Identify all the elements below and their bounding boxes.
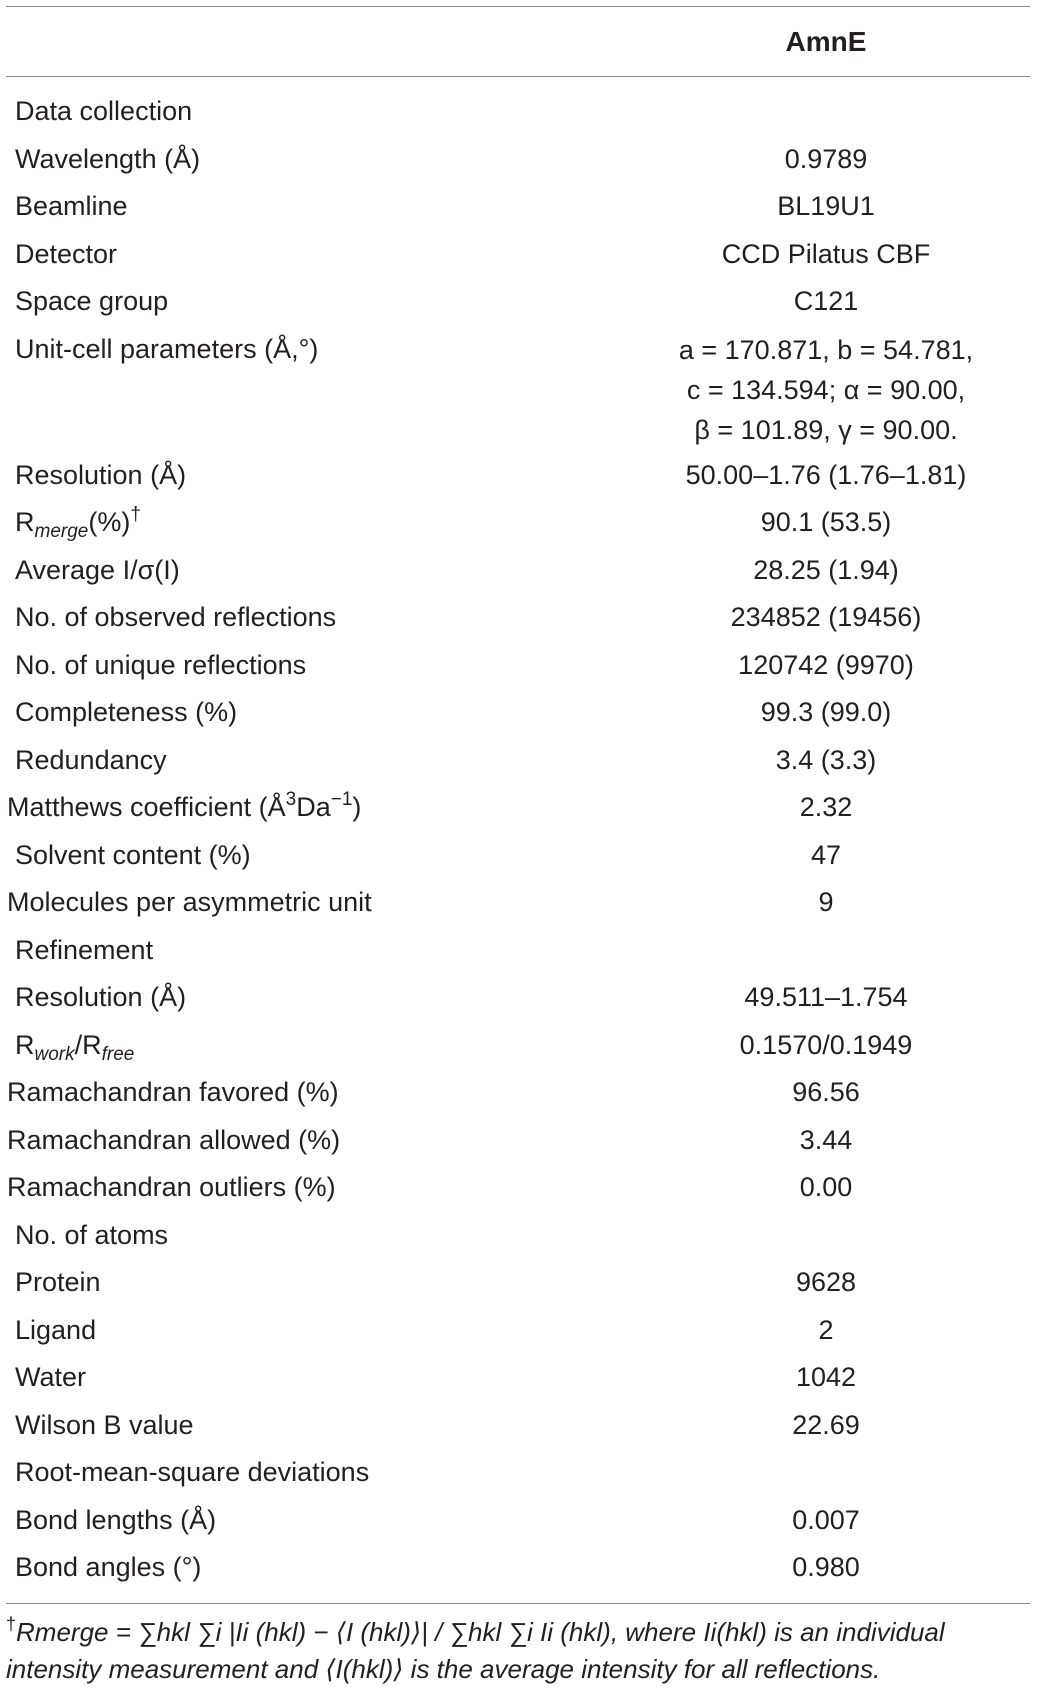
row-value: 0.980 xyxy=(792,1552,860,1582)
label-rest: /R xyxy=(74,1029,102,1060)
label-end: ) xyxy=(352,792,362,822)
table-row xyxy=(0,183,1040,231)
label-superscript: −1 xyxy=(330,789,353,810)
row-value: 1042 xyxy=(795,1362,857,1392)
table-row xyxy=(0,927,1040,975)
table-row xyxy=(0,879,1040,927)
table-row xyxy=(0,974,1040,1022)
table-footnote xyxy=(6,1614,1036,1688)
row-value: C121 xyxy=(793,286,859,316)
row-label xyxy=(7,784,361,832)
row-value: BL19U1 xyxy=(777,191,875,221)
row-label: Molecules per asymmetric unit xyxy=(7,887,372,917)
row-label: Detector xyxy=(15,238,118,269)
table-top-rule xyxy=(6,6,1030,7)
row-label: Wilson B value xyxy=(15,1409,194,1440)
table-row xyxy=(0,642,1040,690)
label-base: R xyxy=(15,1029,35,1060)
label-superscript: 3 xyxy=(285,789,297,810)
row-value: 3.4 (3.3) xyxy=(775,744,877,775)
average-i-sigma-label: Average I/σ(I) xyxy=(15,554,180,585)
row-label: Redundancy xyxy=(15,744,167,775)
table-header-rule xyxy=(6,76,1030,77)
table-header xyxy=(0,18,1040,68)
row-label xyxy=(15,547,180,595)
row-label: No. of unique reflections xyxy=(15,649,307,680)
table-body xyxy=(0,88,1040,1592)
table-row xyxy=(0,278,1040,326)
table-row xyxy=(0,452,1040,500)
table-row xyxy=(0,326,1040,452)
row-label: Water xyxy=(15,1362,87,1392)
table-row xyxy=(0,1544,1040,1592)
row-value: 22.69 xyxy=(792,1409,860,1440)
table-row xyxy=(0,1022,1040,1070)
value-line: a = 170.871, b = 54.781, xyxy=(678,334,974,365)
dagger-mark: † xyxy=(6,1614,17,1634)
row-label: Resolution (Å) xyxy=(15,459,187,490)
table-bottom-rule xyxy=(6,1603,1030,1604)
row-label: Beamline xyxy=(15,191,128,221)
table-row xyxy=(0,547,1040,595)
row-label: Root-mean-square deviations xyxy=(15,1457,370,1487)
row-label: Ramachandran favored (%) xyxy=(7,1077,339,1107)
row-label: Refinement xyxy=(15,934,154,965)
row-value: 90.1 (53.5) xyxy=(760,507,892,537)
row-label: Data collection xyxy=(15,96,193,126)
row-label: No. of observed reflections xyxy=(15,602,337,632)
label-base: R xyxy=(15,507,35,537)
table-row xyxy=(0,1259,1040,1307)
table-row xyxy=(0,1307,1040,1355)
row-value: CCD Pilatus CBF xyxy=(721,238,931,269)
table-row xyxy=(0,1449,1040,1497)
row-value: 99.3 (99.0) xyxy=(760,697,892,727)
row-label: Wavelength (Å) xyxy=(15,143,201,174)
row-label xyxy=(15,499,141,547)
row-value: 49.511–1.754 xyxy=(744,982,908,1012)
table-row xyxy=(0,1212,1040,1260)
row-value: 0.00 xyxy=(799,1172,853,1202)
row-label: Unit-cell parameters (Å,°) xyxy=(15,333,319,364)
row-value: 0.9789 xyxy=(784,143,868,174)
row-label: Protein xyxy=(15,1267,101,1297)
footnote-description: intensity measurement and ⟨I(hkl)⟩ is the average intensity for all reflections. xyxy=(6,1654,881,1684)
table-row xyxy=(0,499,1040,547)
row-value: 50.00–1.76 (1.76–1.81) xyxy=(685,459,967,490)
row-value: 0.007 xyxy=(792,1504,860,1535)
row-value: 234852 (19456) xyxy=(730,602,922,632)
table-row xyxy=(0,231,1040,279)
label-rest: Da xyxy=(296,792,331,822)
footnote-formula xyxy=(6,1614,1036,1651)
row-label: Completeness (%) xyxy=(15,697,238,727)
value-line: β = 101.89, γ = 90.00. xyxy=(694,414,958,445)
table-row xyxy=(0,689,1040,737)
row-label: Solvent content (%) xyxy=(15,839,251,870)
row-value: 120742 (9970) xyxy=(738,649,914,680)
table-row xyxy=(0,784,1040,832)
table-row xyxy=(0,594,1040,642)
row-value: 9 xyxy=(818,887,834,917)
table-row xyxy=(0,737,1040,785)
column-header-amne: AmnE xyxy=(785,26,867,57)
label-base: Matthews coefficient (Å xyxy=(7,792,286,822)
row-value: 3.44 xyxy=(799,1124,853,1155)
dagger-mark: † xyxy=(130,504,141,525)
row-label: Bond angles (°) xyxy=(15,1552,202,1582)
row-value: 28.25 (1.94) xyxy=(753,554,899,585)
table-row xyxy=(0,832,1040,880)
row-label: Ramachandran allowed (%) xyxy=(7,1124,341,1155)
label-subscript: merge xyxy=(34,521,89,542)
table-row xyxy=(0,88,1040,136)
row-value-multiline xyxy=(600,330,1040,450)
table-row xyxy=(0,136,1040,184)
table-row xyxy=(0,1497,1040,1545)
row-value: 96.56 xyxy=(792,1077,860,1107)
row-label xyxy=(15,1022,134,1070)
row-value: 2 xyxy=(818,1314,834,1345)
table-row xyxy=(0,1402,1040,1450)
row-value: 47 xyxy=(810,839,842,870)
row-label: No. of atoms xyxy=(15,1219,169,1250)
row-label: Ramachandran outliers (%) xyxy=(7,1172,336,1202)
row-value: 9628 xyxy=(795,1267,857,1297)
footnote-formula-text: Rmerge = ∑hkl ∑i |Ii (hkl) − ⟨I (hkl)⟩| / ∑hkl ∑i Ii (hkl), where Ii(hkl) is an individual xyxy=(16,1617,945,1647)
row-label: Space group xyxy=(15,286,169,316)
table-row xyxy=(0,1164,1040,1212)
row-label: Ligand xyxy=(15,1314,97,1345)
label-subscript: work xyxy=(34,1043,75,1065)
row-label: Bond lengths (Å) xyxy=(15,1504,217,1535)
row-value: 2.32 xyxy=(799,792,853,822)
value-line: c = 134.594; α = 90.00, xyxy=(686,374,966,405)
row-value: 0.1570/0.1949 xyxy=(739,1029,913,1060)
table-row xyxy=(0,1069,1040,1117)
table-row xyxy=(0,1117,1040,1165)
label-subscript: free xyxy=(101,1043,135,1065)
row-label: Resolution (Å) xyxy=(15,982,187,1012)
table-row xyxy=(0,1354,1040,1402)
label-rest: (%) xyxy=(88,507,131,537)
